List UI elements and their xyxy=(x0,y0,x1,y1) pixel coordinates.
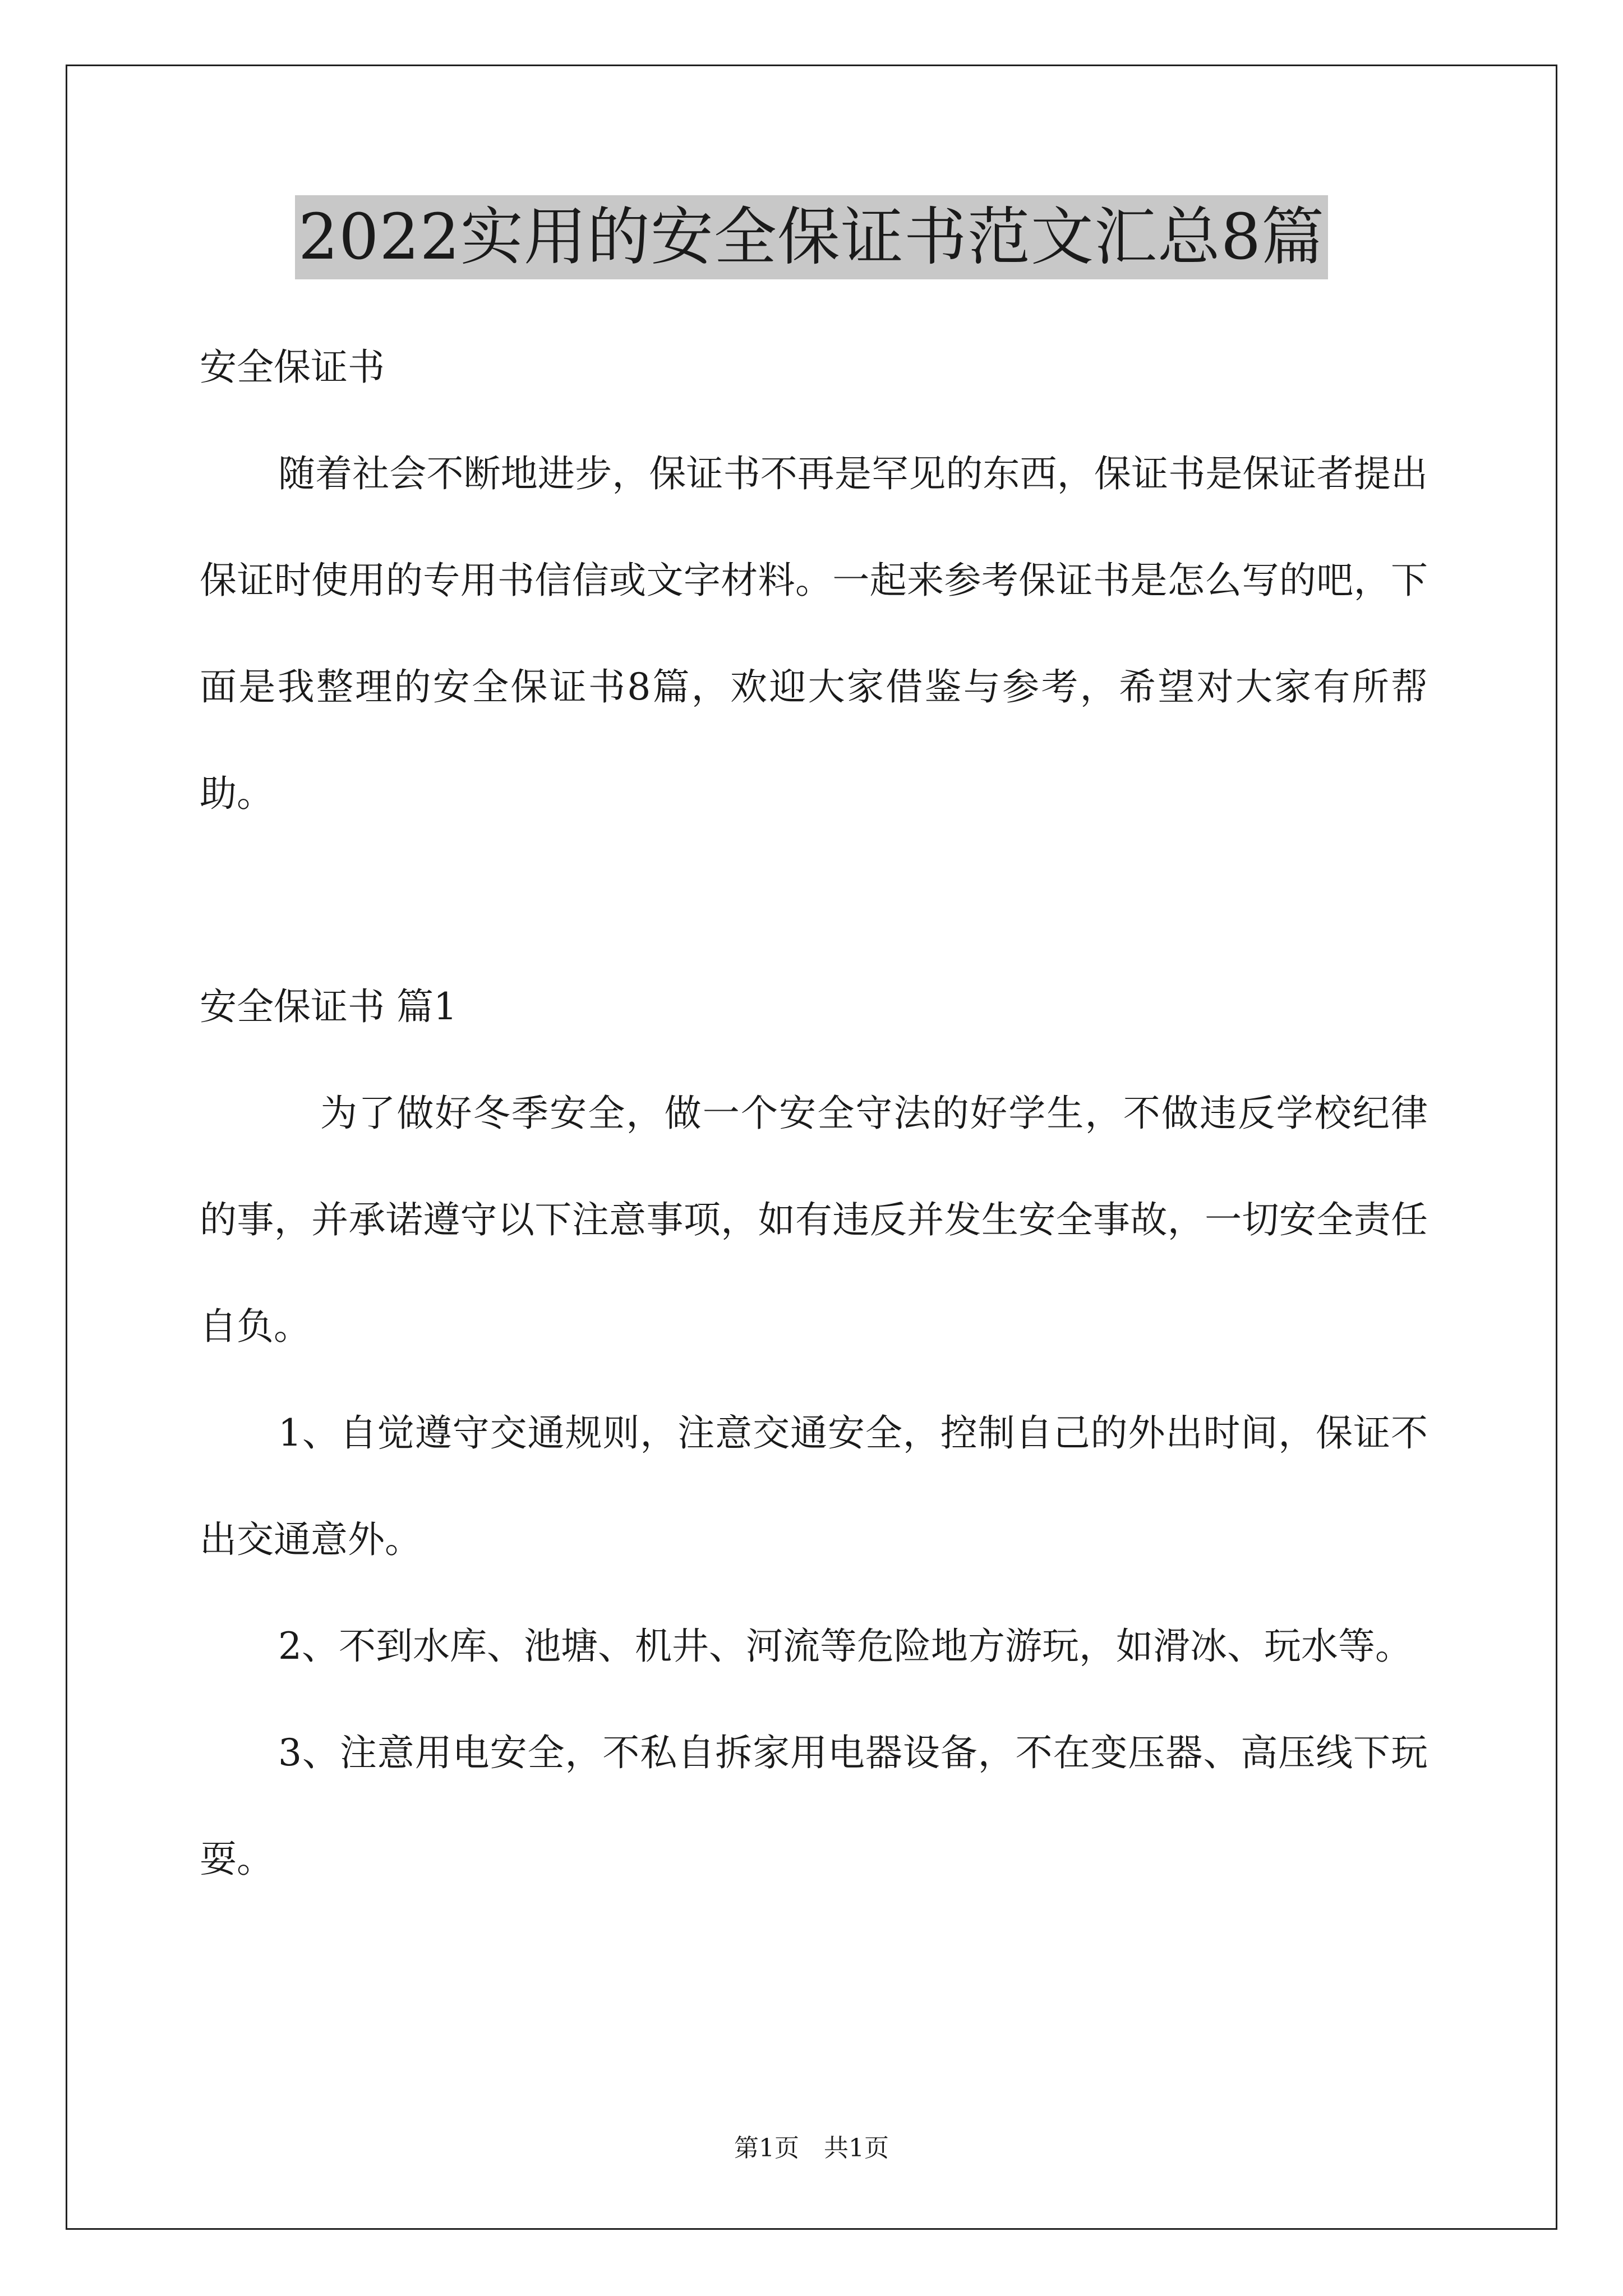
rule-item-1: 1、自觉遵守交通规则，注意交通安全，控制自己的外出时间，保证不出交通意外。 xyxy=(200,1411,1428,1561)
rule-item-3: 3、注意用电安全，不私自拆家用电器设备，不在变压器、高压线下玩耍。 xyxy=(200,1731,1428,1881)
intro-paragraph: 随着社会不断地进步，保证书不再是罕见的东西，保证书是保证者提出保证时使用的专用书信信或文字材料。一起来参考保证书是怎么写的吧，下面是我整理的安全保证书8篇，欢迎大家借鉴与参考，希望对大家有所帮助。 xyxy=(200,452,1428,815)
title-container xyxy=(0,195,1623,279)
document-body xyxy=(200,314,1428,1913)
document-title: 2022实用的安全保证书范文汇总8篇 xyxy=(295,195,1328,279)
section-spacer xyxy=(200,847,1428,954)
intro-heading: 安全保证书 xyxy=(200,346,385,389)
page-footer xyxy=(0,2132,1623,2165)
section-paragraph: 为了做好冬季安全，做一个安全守法的好学生，不做违反学校纪律的事，并承诺遵守以下注意事项，如有违反并发生安全事故，一切安全责任自负。 xyxy=(200,1092,1428,1348)
rule-item-2: 2、不到水库、池塘、机井、河流等危险地方游玩，如滑冰、玩水等。 xyxy=(278,1625,1412,1668)
section-heading: 安全保证书 篇1 xyxy=(200,985,457,1028)
page-number: 第1页 共1页 xyxy=(734,2134,889,2162)
